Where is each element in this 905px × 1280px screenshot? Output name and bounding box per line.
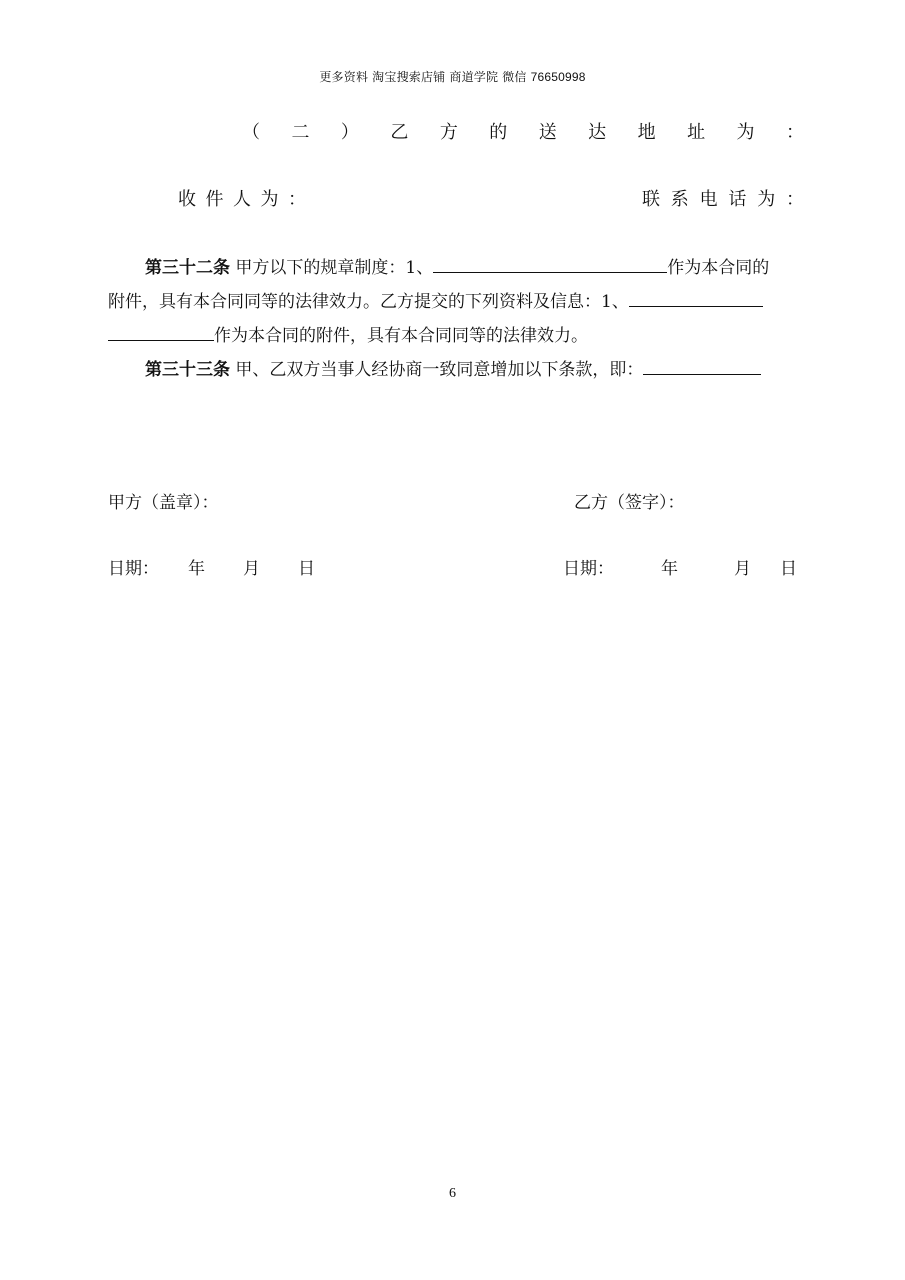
article-32-part-2: 作为本合同的 xyxy=(667,258,770,278)
article-33-text: 甲、乙双方当事人经协商一致同意增加以下条款，即： xyxy=(235,360,644,380)
article-33-title: 第三十三条 xyxy=(145,360,230,380)
phone-char: 为 xyxy=(757,189,776,210)
article-32-line-2 xyxy=(108,287,798,312)
party-b-year: 年 xyxy=(661,559,678,579)
article-33-line xyxy=(145,355,800,380)
address-char: 乙 xyxy=(390,122,409,143)
page-number: 6 xyxy=(449,1186,456,1201)
article-32-line-1 xyxy=(145,253,800,278)
party-b-signature-label: 乙方（签字）： xyxy=(574,493,685,513)
page-header xyxy=(0,68,905,85)
recipient-char: ： xyxy=(288,189,306,210)
article-32-part-1: 甲方以下的规章制度：1、 xyxy=(235,258,434,278)
article-32-line-3 xyxy=(108,321,798,346)
address-char: 达 xyxy=(588,122,607,143)
recipient-label xyxy=(178,185,306,211)
address-char: ） xyxy=(340,122,359,143)
address-char: ： xyxy=(785,122,804,143)
blank-line xyxy=(629,289,763,307)
party-a-year: 年 xyxy=(188,559,205,579)
address-char: （ xyxy=(242,122,260,143)
recipient-char: 人 xyxy=(233,189,251,210)
wechat-number: 76650998 xyxy=(530,70,586,84)
article-32-title: 第三十二条 xyxy=(145,258,230,278)
blank-line xyxy=(108,323,214,341)
party-a-month: 月 xyxy=(243,559,260,579)
phone-char: 话 xyxy=(728,189,747,210)
party-b-day: 日 xyxy=(780,559,797,579)
party-a-seal-label: 甲方（盖章）： xyxy=(108,493,219,513)
delivery-address-line xyxy=(242,118,804,144)
party-a-day: 日 xyxy=(298,559,315,579)
party-a-date-label: 日期： xyxy=(108,559,159,579)
address-char: 的 xyxy=(489,122,508,143)
address-char: 送 xyxy=(538,122,557,143)
phone-char: 系 xyxy=(670,189,689,210)
address-char: 二 xyxy=(291,122,310,143)
recipient-char: 为 xyxy=(260,189,279,210)
recipient-char: 件 xyxy=(205,189,224,210)
address-char: 为 xyxy=(736,122,755,143)
blank-line xyxy=(643,357,761,375)
party-b-date-label: 日期： xyxy=(563,559,614,579)
phone-char: 联 xyxy=(642,189,660,210)
article-32-line-3-text: 作为本合同的附件，具有本合同同等的法律效力。 xyxy=(214,326,588,346)
address-char: 地 xyxy=(637,122,656,143)
address-char: 方 xyxy=(439,122,458,143)
phone-label xyxy=(642,185,804,211)
party-b-month: 月 xyxy=(734,559,751,579)
blank-line xyxy=(433,255,667,273)
address-char: 址 xyxy=(687,122,706,143)
phone-char: ： xyxy=(785,189,804,210)
article-32-line-2-text: 附件，具有本合同同等的法律效力。乙方提交的下列资料及信息：1、 xyxy=(108,292,629,312)
recipient-char: 收 xyxy=(178,189,196,210)
header-text: 更多资料 淘宝搜索店铺 商道学院 微信 xyxy=(319,70,531,84)
phone-char: 电 xyxy=(699,189,718,210)
